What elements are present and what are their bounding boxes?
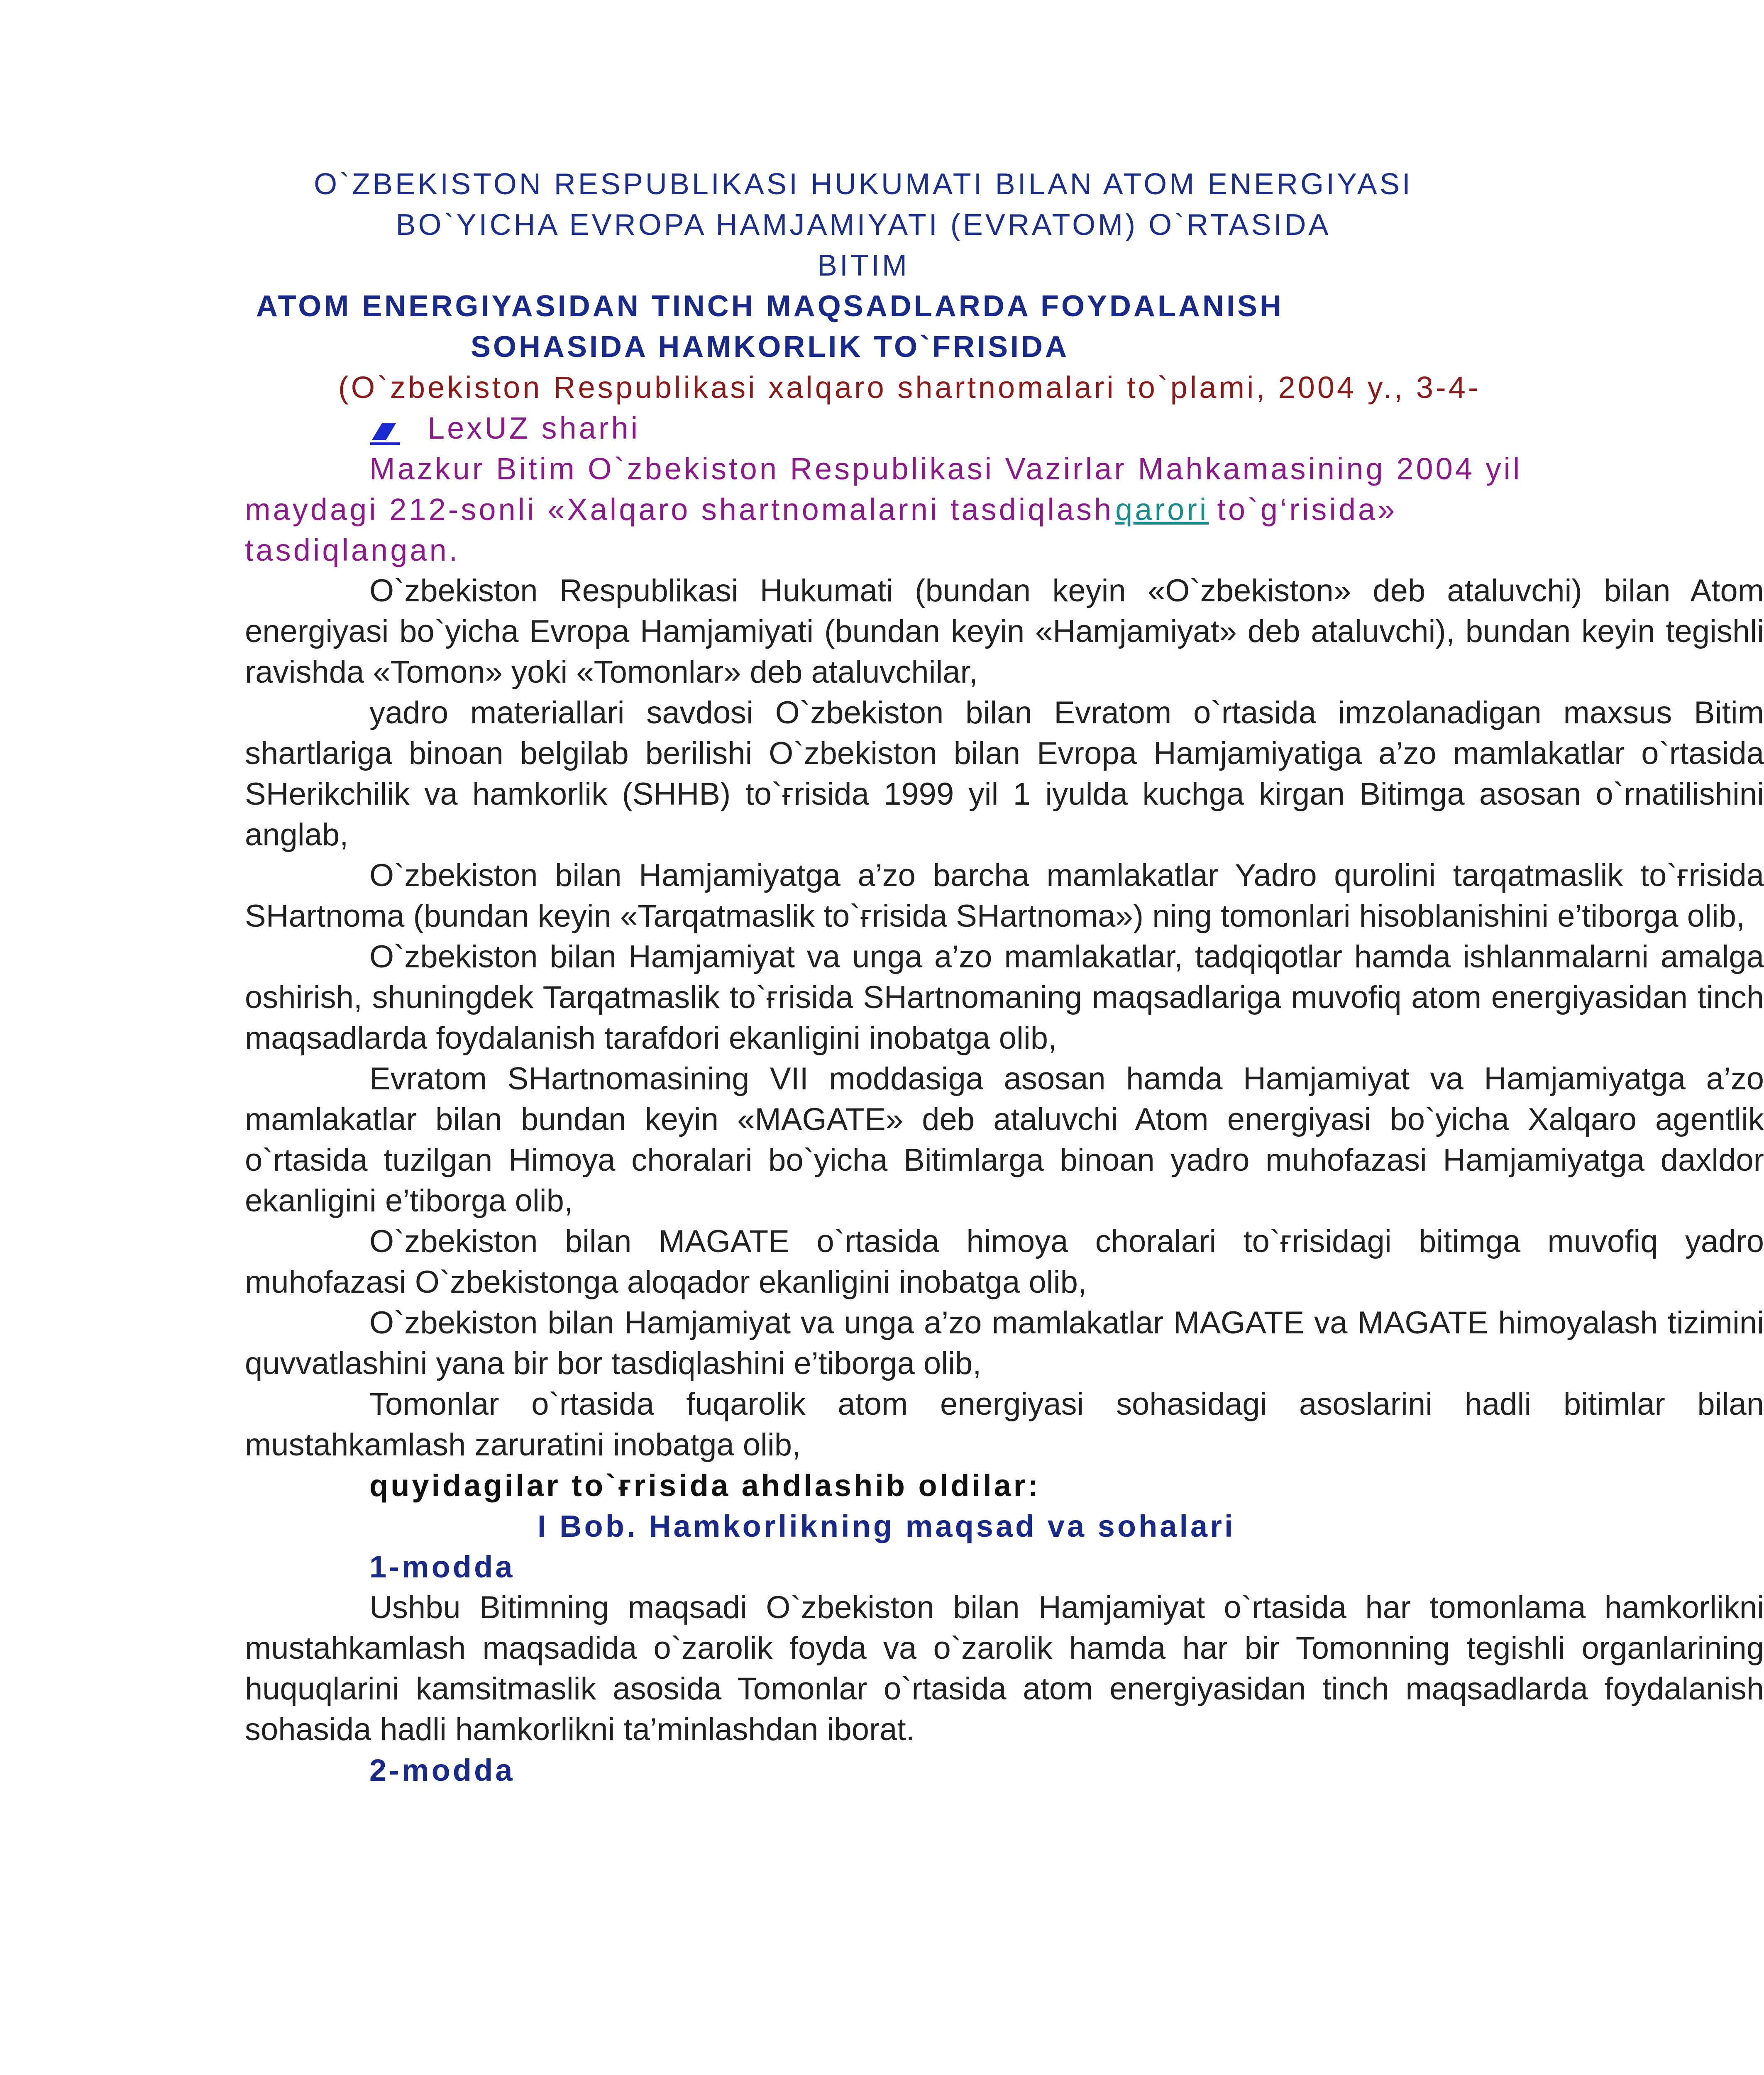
preamble-paragraph-6: O`zbekiston bilan MAGATE o`rtasida himoya choralari to`ғrisidagi bitimga muvofiq yadro muhofazasi O`zbekistonga aloqador ekanligini inobatga olib, bbox=[245, 1224, 1764, 1300]
preamble-paragraph-3: O`zbekiston bilan Hamjamiyatga a’zo barcha mamlakatlar Yadro qurolini tarqatmaslik to`ғrisida SHartnoma (bundan keyin «Tarqatmaslik to`ғrisida SHartnoma») ning tomonlari hisoblanishini e’tiborga olib, bbox=[245, 858, 1764, 934]
subtitle-line-1: ATOM ENERGIYASIDAN TINCH MAQSADLARDA FOYDALANISH bbox=[256, 290, 1284, 323]
note-line-2 bbox=[245, 489, 1764, 530]
preamble-paragraph-1: O`zbekiston Respublikasi Hukumati (bundan keyin «O`zbekiston» deb ataluvchi) bilan Atom energiyasi bo`yicha Evropa Hamjamiyati (bundan keyin «Hamjamiyat» deb ataluvchi), bundan keyin tegishli ravishda «Tomon» yoki «Tomonlar» deb ataluvchilar, bbox=[245, 573, 1764, 690]
lexuz-logo-icon bbox=[369, 416, 403, 441]
preamble-paragraph-2: yadro materiallari savdosi O`zbekiston bilan Evratom o`rtasida imzolanadigan maxsus Bitim shartlariga binoan belgilab berilishi O`zbekiston bilan Evropa Hamjamiyatiga a’zo mamlakatlar o`rtasida SHerikchilik va hamkorlik (SHHB) to`ғrisida 1999 yil 1 iyulda kuchga kirgan Bitimga asosan o`rnatilishini anglab, bbox=[245, 695, 1764, 852]
preamble-paragraph-7: O`zbekiston bilan Hamjamiyat va unga a’zo mamlakatlar MAGATE va MAGATE himoyalash tizimini quvvatlashini yana bir bor tasdiqlashini e’tiborga olib, bbox=[245, 1305, 1764, 1381]
title-line-2: BO`YICHA EVROPA HAMJAMIYATI (EVRATOM) O`RTASIDA bbox=[396, 208, 1331, 242]
preamble-paragraph-5: Evratom SHartnomasining VII moddasiga asosan hamda Hamjamiyat va Hamjamiyatga a’zo mamlakatlar bilan bundan keyin «MAGATE» deb ataluvchi Atom energiyasi bo`yicha Xalqaro agentlik o`rtasida tuzilgan Himoya choralari bo`yicha Bitimlarga binoan yadro muhofazasi Hamjamiyatga daxldor ekanligini e’tiborga olib, bbox=[245, 1061, 1764, 1218]
title-line-3: BITIM bbox=[817, 249, 909, 282]
lexuz-comment[interactable] bbox=[369, 408, 1764, 449]
article-1-text: Ushbu Bitimning maqsadi O`zbekiston bilan Hamjamiyat o`rtasida har tomonlama hamkorlikni mustahkamlash maqsadida o`zarolik foyda va o`zarolik hamda har bir Tomonning tegishli organlarining huquqlarini kamsitmaslik asosida Tomonlar o`rtasida atom energiyasidan tinch maqsadlarda foydalanish sohasida hadli hamkorlikni ta’minlashdan iborat. bbox=[245, 1590, 1764, 1747]
decree-link[interactable]: qarori bbox=[1115, 492, 1209, 527]
note-line-2-post: to`g‘risida» bbox=[1217, 492, 1398, 527]
document-body bbox=[245, 164, 1764, 1791]
subtitle-line-2: SOHASIDA HAMKORLIK TO`FRISIDA bbox=[471, 330, 1069, 364]
article-1-title: 1-modda bbox=[369, 1550, 515, 1584]
note-line-2-pre: maydagi 212-sonli «Xalqaro shartnomalarni tasdiqlash bbox=[245, 492, 1114, 527]
title-line-1: O`ZBEKISTON RESPUBLIKASI HUKUMATI BILAN ATOM ENERGIYASI bbox=[314, 168, 1413, 201]
note-line-3: tasdiqlangan. bbox=[245, 533, 460, 567]
preamble-paragraph-8: Tomonlar o`rtasida fuqarolik atom energiyasi sohasidagi asoslarini hadli bitimlar bilan mustahkamlash zaruratini inobatga olib, bbox=[245, 1387, 1764, 1462]
source-citation: (O`zbekiston Respublikasi xalqaro shartnomalari to`plami, 2004 y., 3-4- bbox=[338, 370, 1481, 405]
note-line-1: Mazkur Bitim O`zbekiston Respublikasi Vazirlar Mahkamasining 2004 yil bbox=[369, 452, 1522, 486]
agreement-line: quyidagilar to`ғrisida ahdlashib oldilar: bbox=[369, 1468, 1041, 1503]
preamble-paragraph-4: O`zbekiston bilan Hamjamiyat va unga a’zo mamlakatlar, tadqiqotlar hamda ishlanmalarni amalga oshirish, shuningdek Tarqatmaslik to`ғrisida SHartnomaning maqsadlariga muvofiq atom energiyasidan tinch maqsadlarda foydalanish tarafdori ekanligini inobatga olib, bbox=[245, 939, 1764, 1056]
chapter-title: I Bob. Hamkorlikning maqsad va sohalari bbox=[538, 1509, 1236, 1543]
lexuz-label: LexUZ sharhi bbox=[428, 411, 640, 445]
article-2-title: 2-modda bbox=[369, 1753, 515, 1787]
